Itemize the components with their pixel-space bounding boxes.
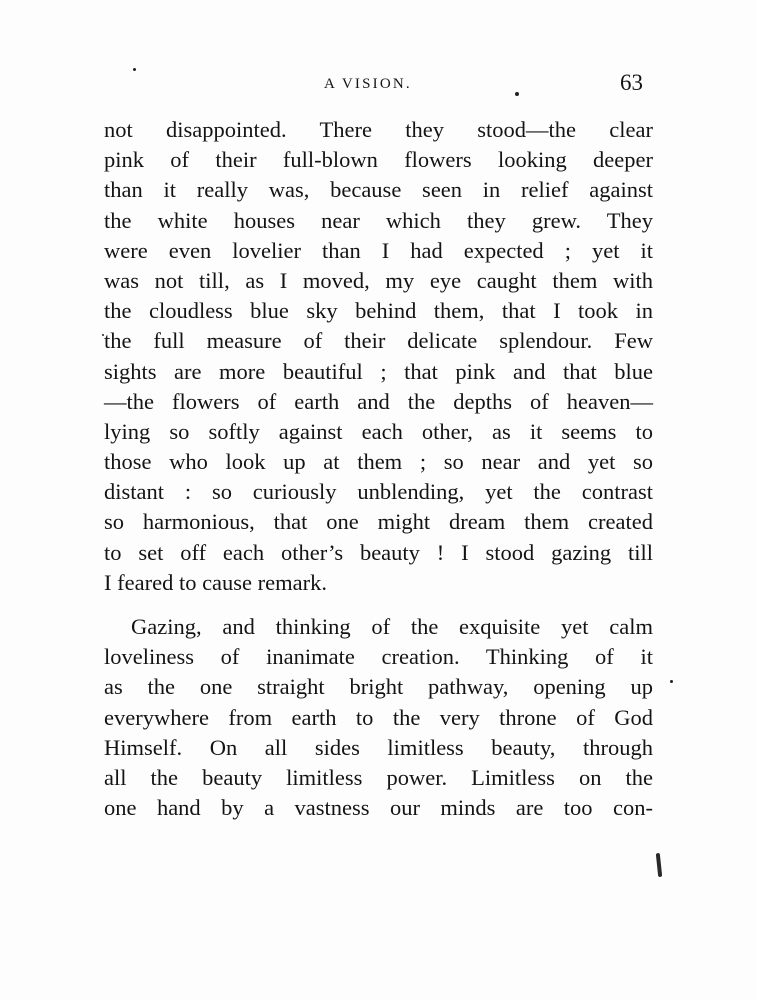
ink-speck bbox=[670, 680, 673, 683]
text-line: was not till, as I moved, my eye caught them with bbox=[104, 267, 653, 293]
text-line: than it really was, because seen in relief against bbox=[104, 177, 653, 203]
ink-mark bbox=[656, 853, 662, 877]
page-number: 63 bbox=[620, 70, 643, 95]
text-line: distant : so curiously unblending, yet the contrast bbox=[104, 479, 653, 505]
paragraph-gap bbox=[104, 598, 653, 612]
text-line: so harmonious, that one might dream them created bbox=[104, 509, 653, 535]
text-line: those who look up at them ; so near and yet so bbox=[104, 449, 653, 475]
paragraph-1 bbox=[104, 115, 653, 598]
text-line: the white houses near which they grew. They bbox=[104, 207, 653, 233]
body-text bbox=[104, 115, 653, 823]
ink-speck bbox=[102, 334, 104, 336]
text-line: the full measure of their delicate splendour. Few bbox=[104, 328, 653, 354]
ink-speck bbox=[515, 92, 519, 96]
ink-speck bbox=[133, 68, 136, 71]
paragraph-2 bbox=[104, 612, 653, 823]
text-line: pink of their full-blown flowers looking deeper bbox=[104, 147, 653, 173]
text-line: I feared to cause remark. bbox=[104, 569, 327, 595]
text-line: Gazing, and thinking of the exquisite yet calm bbox=[131, 614, 653, 639]
text-line: were even lovelier than I had expected ; yet it bbox=[104, 237, 653, 263]
text-line: all the beauty limitless power. Limitless on the bbox=[104, 764, 653, 790]
text-line: to set off each other’s beauty ! I stood gazing till bbox=[104, 539, 653, 565]
text-line: as the one straight bright pathway, opening up bbox=[104, 674, 653, 700]
running-title: A VISION. bbox=[324, 76, 412, 92]
text-line: sights are more beautiful ; that pink and that blue bbox=[104, 358, 653, 384]
text-line: lying so softly against each other, as it seems to bbox=[104, 418, 653, 444]
running-head bbox=[0, 66, 757, 106]
text-line: not disappointed. There they stood—the clear bbox=[104, 117, 653, 142]
text-line: everywhere from earth to the very throne of God bbox=[104, 704, 653, 730]
text-line: the cloudless blue sky behind them, that I took in bbox=[104, 298, 653, 324]
text-line: loveliness of inanimate creation. Thinking of it bbox=[104, 644, 653, 670]
text-line: —the flowers of earth and the depths of heaven— bbox=[104, 388, 653, 414]
text-line: Himself. On all sides limitless beauty, through bbox=[104, 734, 653, 760]
text-line: one hand by a vastness our minds are too con- bbox=[104, 795, 653, 821]
